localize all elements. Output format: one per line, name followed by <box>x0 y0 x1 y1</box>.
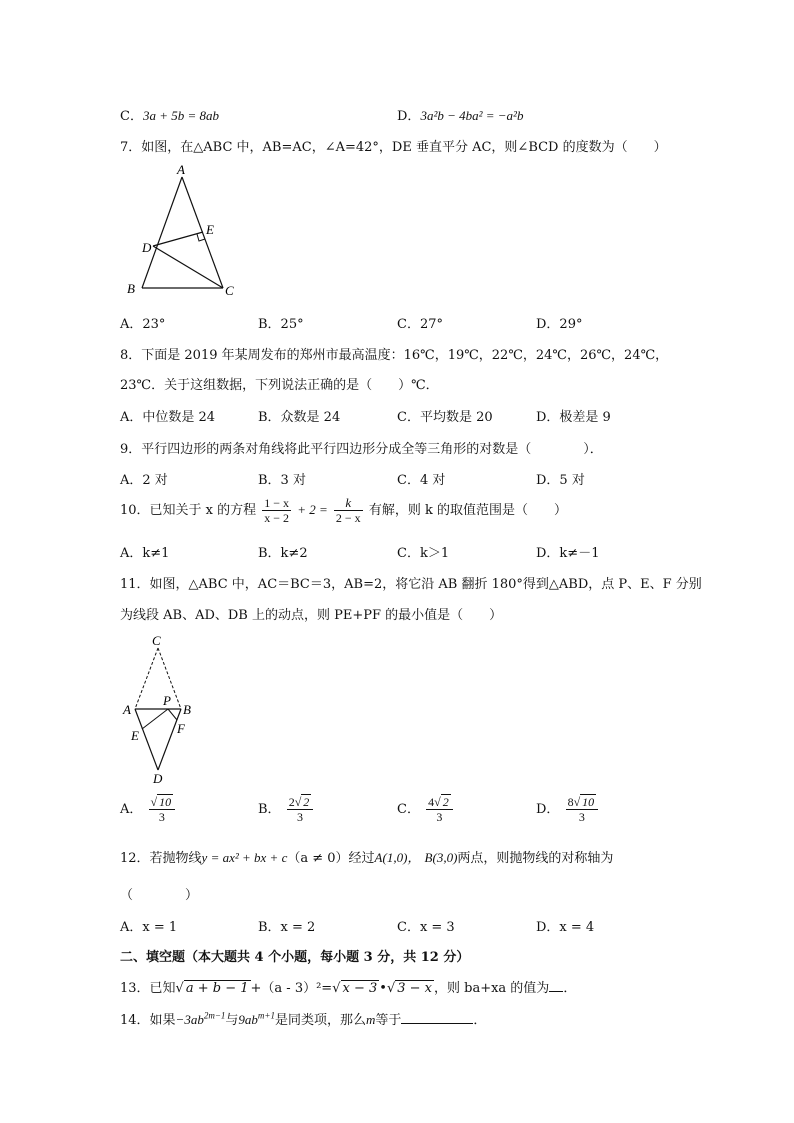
q14-stem: 14．如果$-3ab^{2m-1}$与$9ab^{m+1}$是同类项，那么m等于 ． <box>120 1010 487 1028</box>
q12-option-a: A．x = 1 <box>120 920 178 935</box>
q12-answer-paren: （ ） <box>120 888 199 903</box>
q13-stem: 13．已知√ a + b − 1 +（a - 3）²=√ x − 3 •√ 3 − x ，则 ba+xa 的值为 ． <box>120 981 577 996</box>
q8-stem-line1: 8．下面是 2019 年某周发布的郑州市最高温度：16℃，19℃，22℃，24℃，26℃，24℃， <box>120 348 669 363</box>
q7-label-a: A <box>177 162 185 177</box>
q9-option-d: D．5 对 <box>536 473 585 488</box>
q9-stem: 9．平行四边形的两条对角线将此平行四边形分成全等三角形的对数是（ ）． <box>120 442 603 457</box>
q8-option-a: A．中位数是 24 <box>120 410 216 425</box>
q10-fraction-2: $\frac{k}{2 - x}$ <box>335 495 361 525</box>
q11-label-a: A <box>123 702 131 717</box>
q11-stem-line2: 为线段 AB、AD、DB 上的动点，则 PE+PF 的最小值是（ ） <box>120 608 503 623</box>
q7-option-c: C．27° <box>397 317 443 332</box>
q11-label-e: E <box>131 728 139 743</box>
q11-label-c: C <box>152 633 161 648</box>
q11-stem-line1: 11．如图，△ABC 中，AC＝BC＝3，AB=2，将它沿 AB 翻折 180°得到△ABD，点 P、E、F 分别 <box>120 577 702 592</box>
q7-stem: 7．如图，在△ABC 中，AB=AC，∠A=42°，DE 垂直平分 AC，则∠BCD 的度数为（ ） <box>120 140 667 155</box>
q13-answer-blank[interactable] <box>549 991 563 992</box>
q9-option-b: B．3 对 <box>258 473 306 488</box>
q10-prefix: 10．已知关于 x 的方程 <box>120 503 257 518</box>
q10-stem <box>120 496 567 525</box>
q12-stem: 12．若抛物线y = ax² + bx + c（a ≠ 0）经过A(1,0)， B(3,0)两点，则抛物线的对称轴为 <box>120 850 614 866</box>
q10-option-a: A．k≠1 <box>120 546 170 561</box>
q7-option-d: D．29° <box>536 317 583 332</box>
q11-label-f: F <box>177 721 185 736</box>
q11-option-c: C． $\frac{4√ 2}{3}$ <box>397 795 455 824</box>
q7-label-b: B <box>127 281 135 296</box>
q11-rhombus-figure <box>120 632 210 787</box>
q7-option-b: B．25° <box>258 317 304 332</box>
q8-option-c: C．平均数是 20 <box>397 410 493 425</box>
q10-suffix: 有解，则 k 的取值范围是（ ） <box>368 503 567 518</box>
q11-label-d: D <box>153 771 163 786</box>
q7-label-d: D <box>142 240 152 255</box>
q7-option-a: A．23° <box>120 317 166 332</box>
q7-triangle-figure <box>120 160 250 300</box>
section-2-heading: 二、填空题（本大题共 4 个小题，每小题 3 分，共 12 分） <box>120 950 470 965</box>
q11-option-d: D． $\frac{8√ 10}{3}$ <box>536 795 600 824</box>
q6-option-c: C．3a + 5b = 8ab <box>120 108 219 124</box>
q11-option-b: B． $\frac{2√ 2}{3}$ <box>258 795 315 824</box>
q11-option-a: A． $\frac{√ 10}{3}$ <box>120 795 177 824</box>
q8-option-d: D．极差是 9 <box>536 410 611 425</box>
q10-option-c: C．k＞1 <box>397 546 450 561</box>
q9-option-c: C．4 对 <box>397 473 446 488</box>
q9-option-a: A．2 对 <box>120 473 168 488</box>
q8-option-b: B．众数是 24 <box>258 410 341 425</box>
q14-answer-blank[interactable] <box>401 1023 473 1024</box>
q11-label-p: P <box>163 693 171 708</box>
q8-stem-line2: 23℃．关于这组数据，下列说法正确的是（ ）℃． <box>120 378 439 393</box>
q7-label-e: E <box>206 222 214 237</box>
q11-label-b: B <box>183 702 191 717</box>
q6-option-d: D．3a²b − 4ba² = −a²b <box>397 108 524 124</box>
q12-option-d: D．x = 4 <box>536 920 595 935</box>
q7-label-c: C <box>225 283 234 298</box>
q12-option-b: B．x = 2 <box>258 920 316 935</box>
q10-option-b: B．k≠2 <box>258 546 308 561</box>
q10-option-d: D．k≠－1 <box>536 546 600 561</box>
q10-plus: + 2 = <box>297 502 328 517</box>
q12-option-c: C．x = 3 <box>397 920 455 935</box>
q10-fraction-1: $\frac{1 - x}{x - 2}$ <box>264 496 290 525</box>
